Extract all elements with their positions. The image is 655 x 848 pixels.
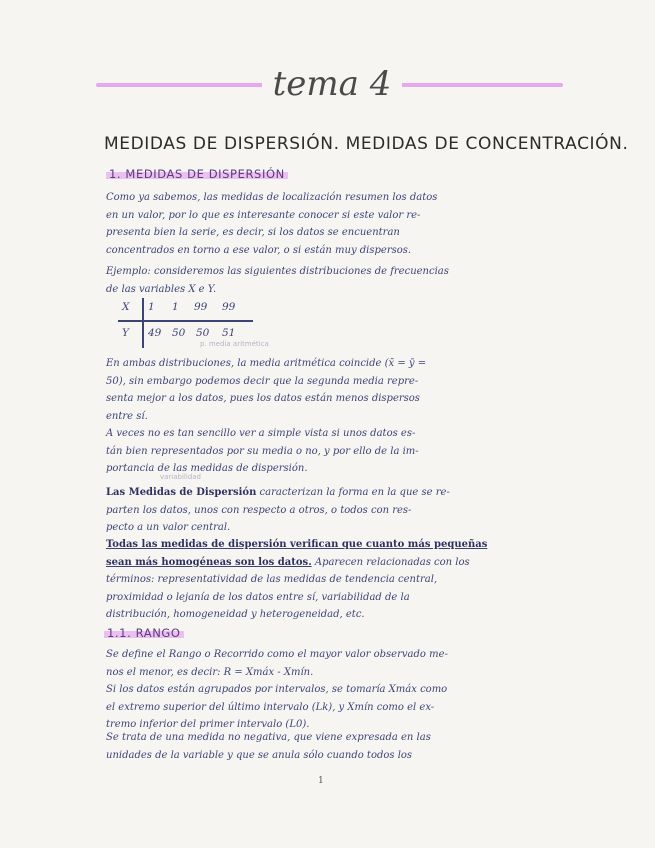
table-cell: 51 [222, 327, 236, 339]
table-row-y-label: Y [122, 327, 129, 339]
page-number: 1 [318, 776, 324, 786]
verify-statement: Todas las medidas de dispersión verifican que cuanto más pequeñas sean más homogéneas son los datos. [106, 539, 488, 568]
intro-paragraph: Como ya sabemos, las medidas de localización resumen los datos en un valor, por lo que es interesante conocer si este valor re- presenta bien la serie, es decir, si los datos se encuentran concentrados en torno a ese valor, o si están muy dispersos. [106, 192, 438, 256]
faint-note: p. media aritmética [200, 340, 269, 348]
definition-paragraph [106, 484, 551, 537]
table-divider-horizontal [118, 320, 253, 322]
verify-paragraph [106, 536, 556, 624]
table-cell: 1 [148, 301, 155, 313]
definition-term: Las Medidas de Dispersión [106, 487, 257, 498]
faint-note-2: variabilidad [160, 473, 201, 481]
section-heading-1-1: 1.1. RANGO [104, 626, 184, 640]
media-paragraph: En ambas distribuciones, la media aritmética coincide (x̄ = ȳ = 50), sin embargo podemos decir que la segunda media repre- senta mejor a los datos, pues los datos están menos dispersos entre sí. [106, 358, 427, 422]
title-decoration-left [96, 83, 268, 87]
title-decoration-right [398, 83, 563, 87]
definition-text: caracterizan la forma en la que se re- parten los datos, unos con respecto a otros, o todos con res- pecto a un valor central. [106, 487, 450, 533]
table-cell: 50 [196, 327, 210, 339]
example-paragraph: Ejemplo: consideremos las siguientes distribuciones de frecuencias de las variables X e Y. [106, 266, 449, 295]
table-cell: 49 [148, 327, 162, 339]
rango-paragraph: Se define el Rango o Recorrido como el mayor valor observado me- nos el menor, es decir: R = Xmáx - Xmín. Si los datos están agrupados por intervalos, se tomaría Xmáx como el extremo superior del último intervalo (Lk), y Xmín como el ex- tremo inferior del primer intervalo (L0). [106, 649, 448, 730]
veces-paragraph: A veces no es tan sencillo ver a simple vista si unos datos es- tán bien representados por su media o no, y por ello de la im- portancia de las medidas de dispersión. [106, 428, 419, 474]
table-cell: 50 [172, 327, 186, 339]
table-row-x-label: X [122, 301, 130, 313]
table-cell: 99 [222, 301, 236, 313]
table-divider-vertical [142, 298, 144, 348]
page-title: MEDIDAS DE DISPERSIÓN. MEDIDAS DE CONCENTRACIÓN. [104, 134, 629, 154]
rango-paragraph-2: Se trata de una medida no negativa, que viene expresada en las unidades de la variable y que se anula sólo cuando todos los [106, 732, 431, 761]
tema-title: tema 4 [262, 58, 402, 110]
table-cell: 1 [172, 301, 179, 313]
table-cell: 99 [194, 301, 208, 313]
verify-text: Aparecen relacionadas con los términos: representatividad de las medidas de tendencia central, proximidad o lejanía de los datos entre sí, variabilidad de la distribución, homogeneidad y heterogeneidad, etc. [106, 556, 470, 620]
section-heading-1: 1. MEDIDAS DE DISPERSIÓN [106, 167, 288, 181]
